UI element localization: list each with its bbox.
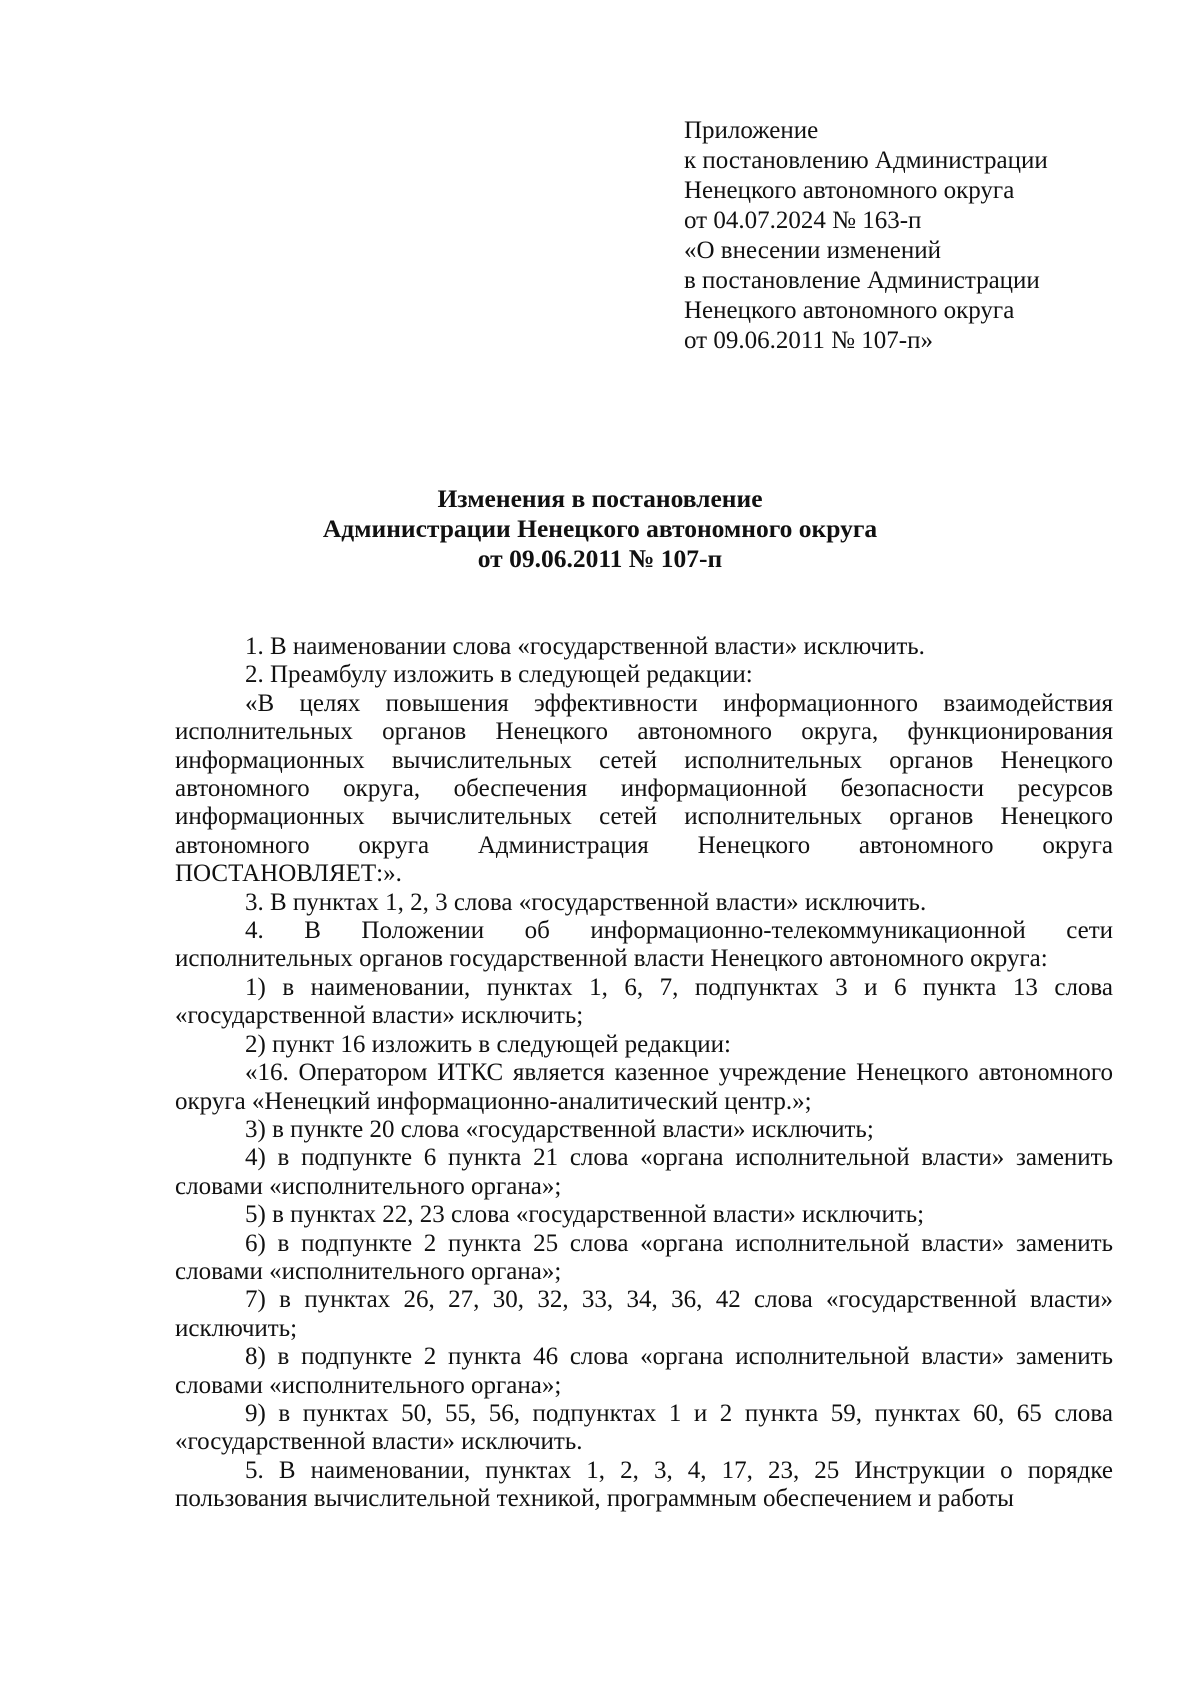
paragraph-item-2: 2. Преамбулу изложить в следующей редакции: (245, 661, 753, 689)
title-line: от 09.06.2011 № 107-п (477, 544, 723, 573)
subitem-7: 7) в пунктах 26, 27, 30, 32, 33, 34, 36, 42 слова «государственной власти» исключить; (175, 1286, 1113, 1342)
subitem-6: 6) в подпункте 2 пункта 25 слова «органа исполнительной власти» заменить словами «исполнительного органа»; (175, 1229, 1113, 1285)
appendix-line: к постановлению Администрации (684, 147, 1048, 174)
subitem-1: 1) в наименовании, пунктах 1, 6, 7, подпунктах 3 и 6 пункта 13 слова «государственной власти» исключить; (175, 973, 1113, 1030)
document-body (175, 633, 1113, 1514)
document-title (0, 484, 1200, 574)
paragraph-item-4: 4. В Положении об информационно-телекоммуникационной сети исполнительных органов государственной власти Ненецкого автономного округа: (175, 917, 1113, 973)
subitem-4: 4) в подпункте 6 пункта 21 слова «органа исполнительной власти» заменить словами «исполнительного органа»; (175, 1144, 1113, 1200)
paragraph-item-1: 1. В наименовании слова «государственной власти» исключить. (245, 633, 925, 660)
appendix-line: от 09.06.2011 № 107-п» (684, 327, 933, 354)
appendix-line: от 04.07.2024 № 163-п (684, 207, 922, 234)
preamble-quote: «В целях повышения эффективности информационного взаимодействия исполнительных органов Ненецкого автономного округа, функционирования информационных вычислительных сетей исполнительных органов Ненецкого автономного округа, обеспечения информационной безопасности ресурсов информационных вычислительных сетей исполнительных органов Ненецкого автономного округа Администрация Ненецкого автономного округа ПОСТАНОВЛЯЕТ:». (175, 689, 1113, 888)
paragraph-item-5: 5. В наименовании, пунктах 1, 2, 3, 4, 17, 23, 25 Инструкции о порядке пользования вычислительной техникой, программным обеспечением и работы (175, 1456, 1113, 1513)
paragraph-item-3: 3. В пунктах 1, 2, 3 слова «государственной власти» исключить. (245, 888, 927, 916)
title-line: Изменения в постановление (437, 484, 763, 513)
appendix-line: «О внесении изменений (684, 237, 942, 264)
subitem-9: 9) в пунктах 50, 55, 56, подпунктах 1 и 2 пункта 59, пунктах 60, 65 слова «государственной власти» исключить. (175, 1399, 1113, 1456)
appendix-line: Ненецкого автономного округа (684, 177, 1015, 204)
subitem-8: 8) в подпункте 2 пункта 46 слова «органа исполнительной власти» заменить словами «исполнительного органа»; (175, 1343, 1113, 1399)
appendix-header (684, 116, 1048, 356)
appendix-line: в постановление Администрации (684, 267, 1040, 294)
subitem-2: 2) пункт 16 изложить в следующей редакции: (245, 1030, 731, 1058)
appendix-line: Приложение (684, 117, 819, 144)
appendix-line: Ненецкого автономного округа (684, 297, 1015, 324)
title-line: Администрации Ненецкого автономного округа (322, 514, 878, 543)
subitem-5: 5) в пунктах 22, 23 слова «государственной власти» исключить; (245, 1201, 925, 1229)
subitem-3: 3) в пункте 20 слова «государственной власти» исключить; (245, 1115, 874, 1143)
point-16-quote: «16. Оператором ИТКС является казенное учреждение Ненецкого автономного округа «Ненецкий информационно-аналитический центр.»; (175, 1059, 1113, 1115)
